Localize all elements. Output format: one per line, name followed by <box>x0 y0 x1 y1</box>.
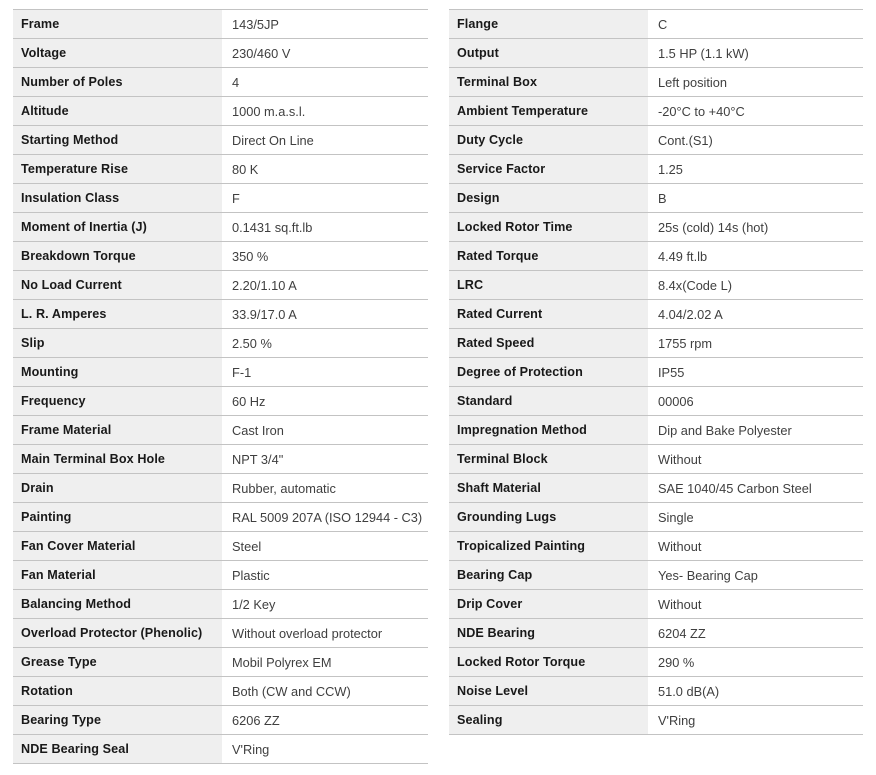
spec-row <box>13 676 428 705</box>
spec-value: Without <box>648 445 863 473</box>
spec-row <box>13 705 428 734</box>
spec-row <box>13 328 428 357</box>
spec-value: 51.0 dB(A) <box>648 677 863 705</box>
spec-label: Locked Rotor Time <box>449 213 648 241</box>
spec-row <box>449 38 863 67</box>
spec-label: Temperature Rise <box>13 155 222 183</box>
spec-row <box>449 415 863 444</box>
spec-row <box>13 560 428 589</box>
spec-value: 290 % <box>648 648 863 676</box>
spec-label: Rotation <box>13 677 222 705</box>
spec-row <box>449 386 863 415</box>
spec-value: Yes- Bearing Cap <box>648 561 863 589</box>
spec-row <box>449 154 863 183</box>
spec-row <box>13 9 428 38</box>
spec-value: 33.9/17.0 A <box>222 300 428 328</box>
spec-value: 1/2 Key <box>222 590 428 618</box>
spec-label: Fan Material <box>13 561 222 589</box>
spec-row <box>449 444 863 473</box>
spec-label: Output <box>449 39 648 67</box>
spec-label: Bearing Type <box>13 706 222 734</box>
spec-row <box>449 647 863 676</box>
spec-value: 80 K <box>222 155 428 183</box>
spec-row <box>13 502 428 531</box>
spec-row <box>449 67 863 96</box>
spec-value: B <box>648 184 863 212</box>
spec-row <box>13 38 428 67</box>
spec-value: Plastic <box>222 561 428 589</box>
spec-value: Cast Iron <box>222 416 428 444</box>
spec-label: Rated Current <box>449 300 648 328</box>
spec-value: 60 Hz <box>222 387 428 415</box>
spec-label: L. R. Amperes <box>13 300 222 328</box>
spec-row <box>449 212 863 241</box>
spec-value: 0.1431 sq.ft.lb <box>222 213 428 241</box>
spec-label: Voltage <box>13 39 222 67</box>
spec-value: Steel <box>222 532 428 560</box>
spec-row <box>449 328 863 357</box>
spec-value: 2.50 % <box>222 329 428 357</box>
spec-row <box>13 67 428 96</box>
spec-label: Sealing <box>449 706 648 734</box>
spec-row <box>13 415 428 444</box>
spec-label: LRC <box>449 271 648 299</box>
spec-row <box>13 647 428 676</box>
spec-row <box>13 241 428 270</box>
spec-label: Frequency <box>13 387 222 415</box>
spec-label: Mounting <box>13 358 222 386</box>
spec-value: 1000 m.a.s.l. <box>222 97 428 125</box>
spec-label: Rated Speed <box>449 329 648 357</box>
spec-label: Noise Level <box>449 677 648 705</box>
spec-row <box>449 618 863 647</box>
spec-label: Terminal Block <box>449 445 648 473</box>
spec-label: Rated Torque <box>449 242 648 270</box>
spec-label: Standard <box>449 387 648 415</box>
spec-label: Ambient Temperature <box>449 97 648 125</box>
spec-value: 1755 rpm <box>648 329 863 357</box>
spec-row <box>449 125 863 154</box>
spec-row <box>13 386 428 415</box>
spec-label: Locked Rotor Torque <box>449 648 648 676</box>
spec-label: Fan Cover Material <box>13 532 222 560</box>
spec-value: RAL 5009 207A (ISO 12944 - C3) <box>222 503 428 531</box>
spec-row <box>449 96 863 125</box>
spec-label: Overload Protector (Phenolic) <box>13 619 222 647</box>
spec-row <box>449 531 863 560</box>
spec-label: Altitude <box>13 97 222 125</box>
spec-row <box>13 154 428 183</box>
spec-row <box>13 212 428 241</box>
spec-label: Drain <box>13 474 222 502</box>
spec-value: 4.04/2.02 A <box>648 300 863 328</box>
spec-row <box>13 125 428 154</box>
spec-table-right <box>449 9 863 735</box>
spec-row <box>13 531 428 560</box>
spec-label: Duty Cycle <box>449 126 648 154</box>
spec-value: 1.5 HP (1.1 kW) <box>648 39 863 67</box>
spec-label: Frame Material <box>13 416 222 444</box>
spec-label: Drip Cover <box>449 590 648 618</box>
spec-value: 1.25 <box>648 155 863 183</box>
spec-row <box>449 473 863 502</box>
spec-label: Frame <box>13 10 222 38</box>
spec-row <box>449 502 863 531</box>
spec-label: Terminal Box <box>449 68 648 96</box>
spec-value: Without <box>648 590 863 618</box>
spec-value: 143/5JP <box>222 10 428 38</box>
spec-label: NDE Bearing <box>449 619 648 647</box>
spec-value: Both (CW and CCW) <box>222 677 428 705</box>
spec-row <box>449 560 863 589</box>
spec-table-left <box>13 9 428 764</box>
spec-label: Design <box>449 184 648 212</box>
spec-row <box>449 705 863 734</box>
spec-value: 8.4x(Code L) <box>648 271 863 299</box>
spec-row <box>13 183 428 212</box>
spec-value: 4.49 ft.lb <box>648 242 863 270</box>
spec-label: Shaft Material <box>449 474 648 502</box>
spec-label: Slip <box>13 329 222 357</box>
spec-value: Without overload protector <box>222 619 428 647</box>
spec-label: Flange <box>449 10 648 38</box>
spec-label: Starting Method <box>13 126 222 154</box>
spec-value: Dip and Bake Polyester <box>648 416 863 444</box>
spec-value: Mobil Polyrex EM <box>222 648 428 676</box>
spec-label: Grease Type <box>13 648 222 676</box>
spec-value: Cont.(S1) <box>648 126 863 154</box>
spec-label: NDE Bearing Seal <box>13 735 222 763</box>
spec-row <box>449 183 863 212</box>
spec-row <box>13 96 428 125</box>
spec-row <box>13 270 428 299</box>
spec-label: Tropicalized Painting <box>449 532 648 560</box>
spec-value: NPT 3/4" <box>222 445 428 473</box>
spec-value: -20°C to +40°C <box>648 97 863 125</box>
spec-value: 2.20/1.10 A <box>222 271 428 299</box>
spec-value: 230/460 V <box>222 39 428 67</box>
spec-row <box>449 9 863 38</box>
spec-label: Impregnation Method <box>449 416 648 444</box>
spec-label: Service Factor <box>449 155 648 183</box>
spec-label: Grounding Lugs <box>449 503 648 531</box>
spec-value: 4 <box>222 68 428 96</box>
spec-row <box>13 589 428 618</box>
spec-label: Number of Poles <box>13 68 222 96</box>
spec-value: Direct On Line <box>222 126 428 154</box>
spec-label: Balancing Method <box>13 590 222 618</box>
spec-label: Degree of Protection <box>449 358 648 386</box>
spec-label: Painting <box>13 503 222 531</box>
spec-row <box>13 734 428 763</box>
spec-row <box>449 589 863 618</box>
spec-row <box>13 473 428 502</box>
spec-label: Moment of Inertia (J) <box>13 213 222 241</box>
spec-value: C <box>648 10 863 38</box>
spec-row <box>449 241 863 270</box>
spec-label: Breakdown Torque <box>13 242 222 270</box>
spec-value: F <box>222 184 428 212</box>
spec-row <box>449 299 863 328</box>
spec-row <box>449 270 863 299</box>
spec-row <box>13 444 428 473</box>
spec-label: Insulation Class <box>13 184 222 212</box>
spec-value: Rubber, automatic <box>222 474 428 502</box>
spec-label: No Load Current <box>13 271 222 299</box>
spec-label: Main Terminal Box Hole <box>13 445 222 473</box>
spec-row <box>449 357 863 386</box>
spec-value: V'Ring <box>222 735 428 763</box>
spec-value: SAE 1040/45 Carbon Steel <box>648 474 863 502</box>
spec-label: Bearing Cap <box>449 561 648 589</box>
spec-value: Left position <box>648 68 863 96</box>
spec-row <box>13 618 428 647</box>
spec-value: 00006 <box>648 387 863 415</box>
spec-row <box>449 676 863 705</box>
spec-value: F-1 <box>222 358 428 386</box>
spec-value: IP55 <box>648 358 863 386</box>
spec-value: 6204 ZZ <box>648 619 863 647</box>
spec-row <box>13 357 428 386</box>
spec-row <box>13 299 428 328</box>
spec-value: Without <box>648 532 863 560</box>
spec-value: Single <box>648 503 863 531</box>
spec-value: 25s (cold) 14s (hot) <box>648 213 863 241</box>
spec-value: V'Ring <box>648 706 863 734</box>
spec-value: 350 % <box>222 242 428 270</box>
spec-value: 6206 ZZ <box>222 706 428 734</box>
